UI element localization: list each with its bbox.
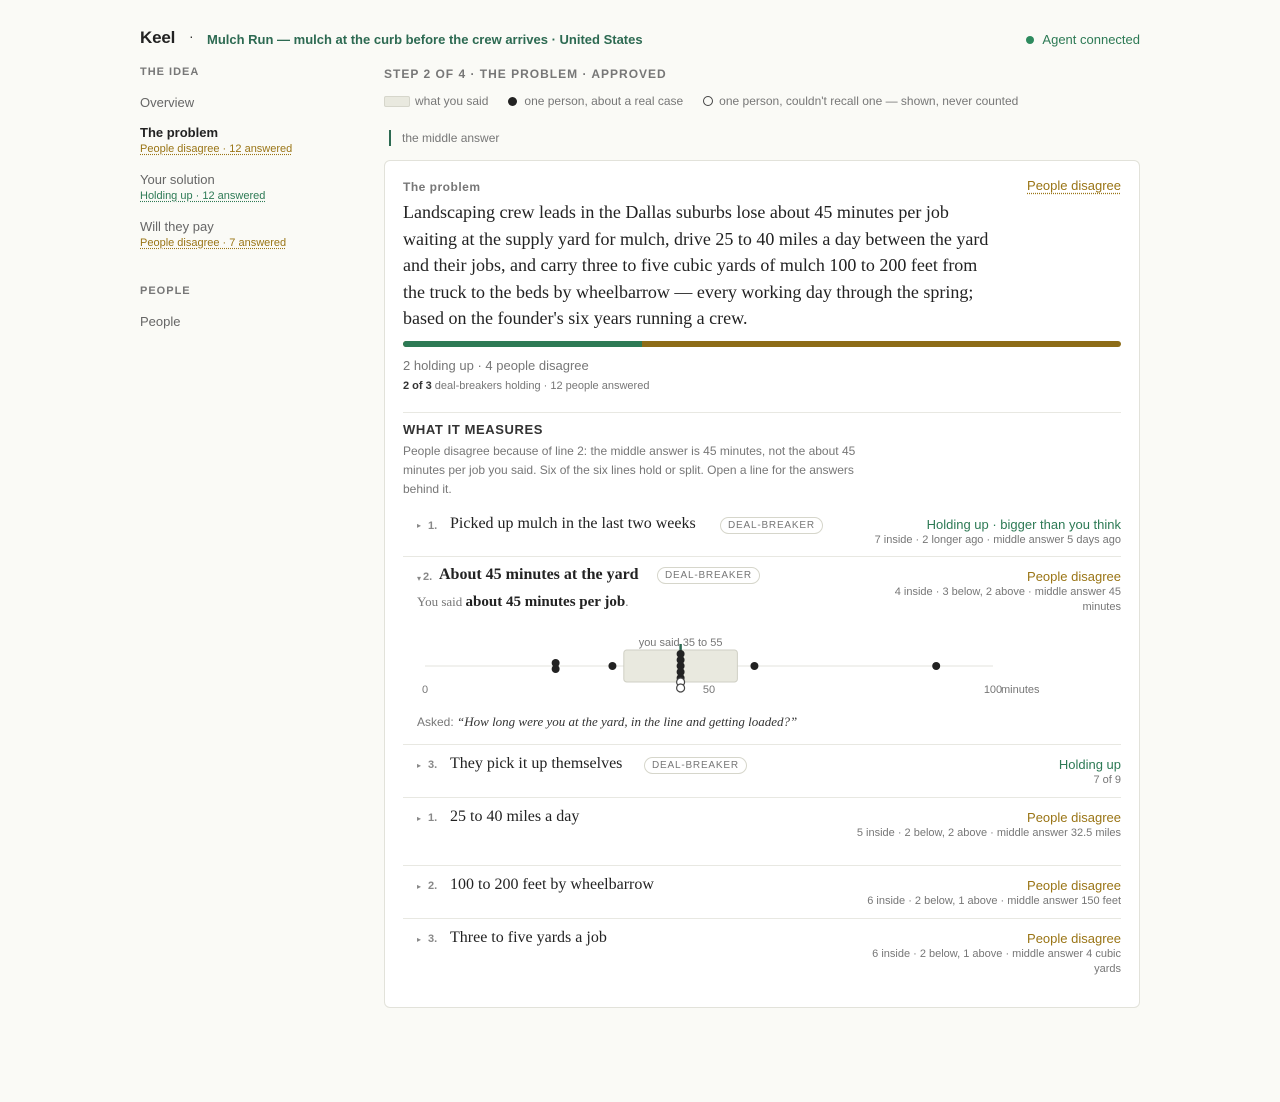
expand-caret-icon[interactable]: ▸ <box>417 521 422 530</box>
line-meta: 7 of 9 <box>1093 774 1121 786</box>
sidebar-item-overview[interactable]: Overview <box>140 95 195 110</box>
holding-progress-bar <box>403 341 1121 347</box>
dealbreaker-count: 2 of 3 <box>403 380 432 392</box>
line-title[interactable]: 100 to 200 feet by wheelbarrow <box>450 876 654 893</box>
sidebar-item-pay-status[interactable]: People disagree · 7 answered <box>140 237 287 249</box>
line-row[interactable] <box>403 511 1121 555</box>
sidebar-heading-people: PEOPLE <box>140 285 191 297</box>
expand-caret-icon[interactable]: ▸ <box>417 935 422 944</box>
status-dot-icon <box>1026 36 1034 44</box>
asked-text: “How long were you at the yard, in the line and getting loaded?” <box>457 714 798 729</box>
asked-question <box>417 714 797 730</box>
sidebar-item-people[interactable]: People <box>140 314 181 329</box>
said-range-label: you said 35 to 55 <box>638 637 723 649</box>
problem-card <box>384 160 1140 1008</box>
line-number: 3. <box>428 933 438 945</box>
line-status: Holding up · bigger than you think <box>926 517 1121 532</box>
dealbreaker-badge: DEAL-BREAKER <box>657 567 760 584</box>
line-number: 3. <box>428 759 438 771</box>
line-title[interactable]: They pick it up themselves <box>450 755 623 772</box>
dealbreaker-badge: DEAL-BREAKER <box>644 757 747 774</box>
asked-prefix: Asked: <box>417 715 458 729</box>
line-status: People disagree <box>1027 569 1121 584</box>
answer-dot <box>552 665 560 673</box>
expand-caret-icon[interactable]: ▸ <box>417 882 422 891</box>
collapse-caret-icon[interactable]: ▾ <box>417 574 422 583</box>
dealbreaker-badge: DEAL-BREAKER <box>720 517 823 534</box>
sidebar-heading-idea: THE IDEA <box>140 66 200 78</box>
answers-strip-chart <box>403 631 1121 701</box>
project-title[interactable]: Mulch Run — mulch at the curb before the crew arrives · United States <box>207 32 643 47</box>
line-title[interactable]: About 45 minutes at the yard <box>439 566 639 583</box>
line-meta: 5 inside · 2 below, 2 above · middle answer 32.5 miles <box>856 827 1121 839</box>
line-meta: 6 inside · 2 below, 1 above · middle answer 4 cubic yards <box>872 948 1121 975</box>
line-meta: 4 inside · 3 below, 2 above · middle answer 45 minutes <box>894 586 1121 613</box>
line-title[interactable]: Picked up mulch in the last two weeks <box>450 515 696 532</box>
step-heading: STEP 2 OF 4 · THE PROBLEM · APPROVED <box>384 67 667 81</box>
card-status[interactable]: People disagree <box>1027 178 1121 193</box>
line-number: 1. <box>428 520 438 532</box>
dealbreaker-rest: deal-breakers holding · 12 people answered <box>431 380 650 392</box>
legend-what-you-said: what you said <box>415 94 489 108</box>
summary-counts: 2 holding up · 4 people disagree <box>403 358 589 373</box>
agent-status <box>1026 32 1140 47</box>
legend-real-case: one person, about a real case <box>524 94 684 108</box>
brand-separator: · <box>189 28 194 44</box>
measures-heading: WHAT IT MEASURES <box>403 422 544 437</box>
tick-label: 0 <box>422 684 429 696</box>
tick-label: 50 <box>702 684 716 696</box>
legend <box>384 94 1018 108</box>
brand-logo[interactable]: Keel <box>140 28 176 47</box>
agent-status-label: Agent connected <box>1042 32 1140 47</box>
sidebar-item-solution-status[interactable]: Holding up · 12 answered <box>140 190 266 202</box>
line-title[interactable]: Three to five yards a job <box>450 929 607 946</box>
problem-statement: Landscaping crew leads in the Dallas suburbs lose about 45 minutes per job waiting at the supply yard for mulch, drive 25 to 40 miles a day between the yard and their jobs, and carry three to five cubic yards of mulch 100 to 200 feet from the truck to the beds by wheelbarrow — every working day through the spring; based on the founder's six years running a crew. <box>403 202 989 328</box>
line-number: 1. <box>428 812 438 824</box>
line-number: 2. <box>428 880 438 892</box>
legend-no-recall: one person, couldn't recall one — shown, never counted <box>719 94 1019 108</box>
you-said-value: about 45 minutes per job <box>465 594 626 610</box>
no-recall-ring <box>677 684 685 692</box>
tick-label: 100 <box>983 684 1003 696</box>
line-meta: 7 inside · 2 longer ago · middle answer 5 days ago <box>874 534 1121 546</box>
line-status: People disagree <box>1027 878 1121 893</box>
sidebar-item-problem[interactable]: The problem <box>140 125 219 140</box>
sidebar-item-pay[interactable]: Will they pay <box>140 219 214 234</box>
said-swatch-icon <box>384 96 410 107</box>
line-meta: 6 inside · 2 below, 1 above · middle answer 150 feet <box>867 895 1121 907</box>
line-status: Holding up <box>1058 757 1121 772</box>
expand-caret-icon[interactable]: ▸ <box>417 761 422 770</box>
line-title[interactable]: 25 to 40 miles a day <box>450 808 580 825</box>
you-said-suffix: . <box>625 594 629 609</box>
filled-dot-icon <box>508 97 517 106</box>
axis-unit-label: minutes <box>1001 684 1040 696</box>
line-row[interactable] <box>403 744 1121 796</box>
sidebar-item-problem-status[interactable]: People disagree · 12 answered <box>140 143 293 155</box>
dealbreaker-summary <box>403 380 649 392</box>
card-label: The problem <box>403 180 481 194</box>
expand-caret-icon[interactable]: ▸ <box>417 814 422 823</box>
line-row[interactable] <box>403 918 1121 988</box>
you-said <box>417 594 629 611</box>
answer-dot <box>608 662 616 670</box>
line-row[interactable] <box>403 865 1121 917</box>
line-status: People disagree <box>1027 810 1121 825</box>
divider <box>403 412 1121 413</box>
line-status: People disagree <box>1027 931 1121 946</box>
hollow-dot-icon <box>703 96 713 106</box>
line-row[interactable] <box>403 797 1121 864</box>
you-said-prefix: You said <box>417 594 466 609</box>
answer-dot <box>750 662 758 670</box>
measures-body: People disagree because of line 2: the middle answer is 45 minutes, not the about 45 minutes per job you said. Six of the six lines hold or split. Open a line for the answers behind it. <box>403 444 856 496</box>
sidebar-item-solution[interactable]: Your solution <box>140 172 215 187</box>
answer-dot <box>932 662 940 670</box>
legend-middle-answer: the middle answer <box>389 130 499 146</box>
app-header <box>140 28 1140 52</box>
holding-progress-fill <box>403 341 642 347</box>
line-number: 2. <box>423 571 433 583</box>
